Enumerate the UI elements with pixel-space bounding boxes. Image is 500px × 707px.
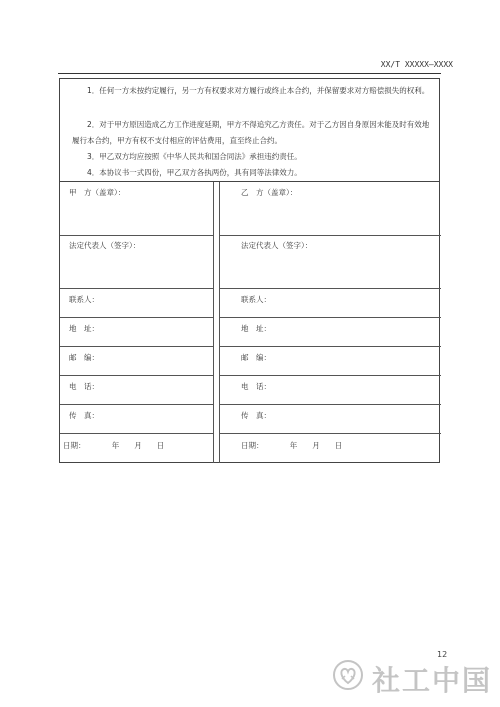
column-divider-left	[213, 182, 214, 463]
term-4: 4．本协议书一式四份，甲乙双方各执两份，具有同等法律效力。	[87, 168, 302, 177]
party-a-legal-rep-label: 法定代表人（签字）：	[69, 241, 141, 250]
watermark	[332, 655, 492, 695]
party-a-contact-label: 联系人：	[69, 295, 99, 304]
column-divider-right	[219, 182, 220, 463]
row-rule	[219, 346, 441, 347]
terms-box	[59, 78, 440, 182]
party-a-postcode-label: 邮 编：	[69, 353, 99, 362]
row-rule	[219, 433, 441, 434]
term-2: 2．对于甲方原因造成乙方工作进度延期，甲方不得追究乙方责任。对于乙方因自身原因未能及时有效地履行本合约，甲方有权不支付相应的评估费用，直至终止合约。	[72, 120, 430, 145]
row-rule	[60, 404, 213, 405]
page-number: 12	[437, 650, 448, 659]
row-rule	[219, 235, 441, 236]
signature-table	[59, 182, 440, 463]
party-b-seal-label: 乙 方（盖章）：	[241, 188, 298, 197]
party-b-fax-label: 传 真：	[241, 411, 271, 420]
party-a-phone-label: 电 话：	[69, 382, 99, 391]
party-b-address-label: 地 址：	[241, 324, 271, 333]
term-3: 3．甲乙双方均应按照《中华人民共和国合同法》承担违约责任。	[87, 152, 302, 161]
party-a-date-label: 日期： 年 月 日	[63, 441, 165, 450]
row-rule	[219, 317, 441, 318]
party-b-postcode-label: 邮 编：	[241, 353, 271, 362]
heart-hands-icon	[332, 659, 364, 691]
party-b-contact-label: 联系人：	[241, 295, 271, 304]
watermark-text: 社工中国	[372, 664, 493, 697]
party-a-fax-label: 传 真：	[69, 411, 99, 420]
row-rule	[219, 288, 441, 289]
row-rule	[60, 375, 213, 376]
party-b-legal-rep-label: 法定代表人（签字）：	[241, 241, 313, 250]
row-rule	[219, 404, 441, 405]
party-b-date-label: 日期： 年 月 日	[241, 441, 343, 450]
header-rule	[58, 73, 441, 74]
party-a-seal-label: 甲 方（盖章）：	[69, 188, 126, 197]
term-1: 1．任何一方未按约定履行，另一方有权要求对方履行或终止本合约，并保留要求对方赔偿损失的权利。	[87, 86, 430, 95]
row-rule	[219, 375, 441, 376]
row-rule	[60, 235, 213, 236]
row-rule	[60, 346, 213, 347]
row-rule	[60, 288, 213, 289]
row-rule	[60, 317, 213, 318]
party-a-address-label: 地 址：	[69, 324, 99, 333]
row-rule	[60, 433, 213, 434]
document-code: XX/T XXXXX—XXXX	[380, 60, 453, 69]
party-b-phone-label: 电 话：	[241, 382, 271, 391]
